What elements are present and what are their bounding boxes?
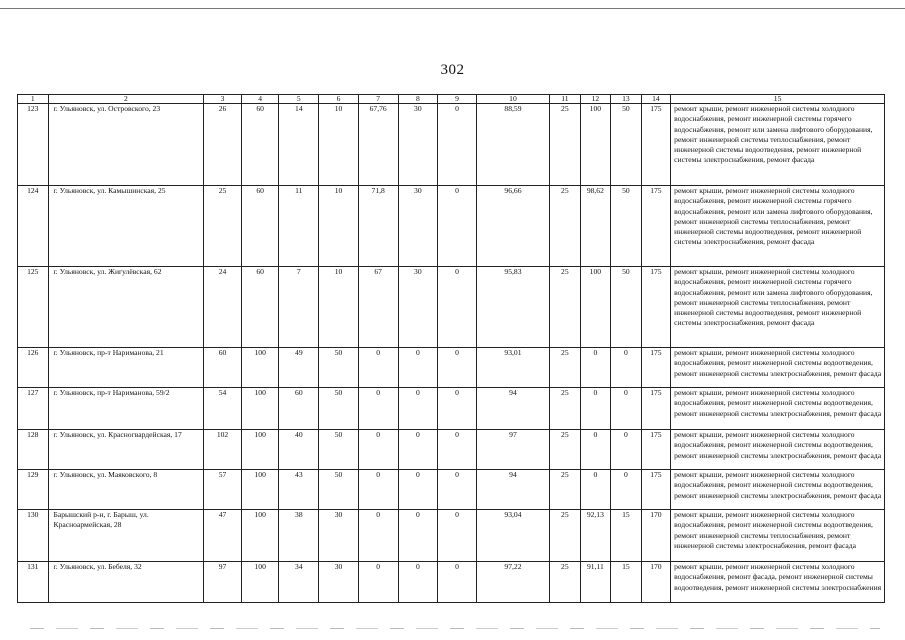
value-cell-5: 49: [279, 348, 319, 388]
value-cell-12: 0: [580, 348, 611, 388]
value-cell-4: 60: [241, 267, 279, 348]
value-cell-11: 25: [550, 186, 581, 267]
value-cell-10: 88,59: [476, 104, 549, 186]
value-cell-14: 170: [641, 510, 671, 562]
value-cell-13: 50: [611, 104, 642, 186]
value-cell-10: 96,66: [476, 186, 549, 267]
value-cell-5: 60: [279, 388, 319, 430]
value-cell-8: 0: [398, 430, 438, 470]
column-header: 13: [611, 95, 642, 104]
value-cell-8: 0: [398, 470, 438, 510]
value-cell-12: 0: [580, 388, 611, 430]
table-row: [18, 470, 885, 510]
value-cell-3: 97: [204, 562, 242, 603]
repair-works-cell: ремонт крыши, ремонт инженерной системы холодного водоснабжения, ремонт инженерной системы горячего водоснабжения, ремонт или замена лифтового оборудования, ремонт инженерной системы теплоснабжения, ремонт инженерной системы водоотведения, ремонт инженерной системы электроснабжения, ремонт фасада: [671, 267, 885, 348]
value-cell-6: 50: [319, 430, 359, 470]
value-cell-8: 0: [398, 348, 438, 388]
value-cell-6: 30: [319, 562, 359, 603]
value-cell-6: 50: [319, 470, 359, 510]
value-cell-8: 0: [398, 510, 438, 562]
address-cell: г. Ульяновск, пр-т Нариманова, 21: [48, 348, 204, 388]
row-number: 131: [18, 562, 49, 603]
value-cell-8: 0: [398, 388, 438, 430]
value-cell-12: 100: [580, 267, 611, 348]
value-cell-3: 102: [204, 430, 242, 470]
row-number: 127: [18, 388, 49, 430]
column-header: 8: [398, 95, 438, 104]
column-header: 1: [18, 95, 49, 104]
repair-works-cell: ремонт крыши, ремонт инженерной системы холодного водоснабжения, ремонт инженерной системы водоотведения, ремонт инженерной системы электроснабжения, ремонт фасада: [671, 470, 885, 510]
value-cell-3: 26: [204, 104, 242, 186]
column-header: 12: [580, 95, 611, 104]
value-cell-13: 0: [611, 430, 642, 470]
address-cell: г. Ульяновск, ул. Бебеля, 32: [48, 562, 204, 603]
value-cell-5: 40: [279, 430, 319, 470]
column-header: 10: [476, 95, 549, 104]
value-cell-6: 30: [319, 510, 359, 562]
page-number: 302: [440, 62, 465, 78]
value-cell-9: 0: [438, 267, 477, 348]
value-cell-4: 100: [241, 430, 279, 470]
repair-works-cell: ремонт крыши, ремонт инженерной системы холодного водоснабжения, ремонт инженерной системы водоотведения, ремонт инженерной системы теплоснабжения, ремонт инженерной системы электроснабжения, ремонт фасада: [671, 510, 885, 562]
repair-works-cell: ремонт крыши, ремонт инженерной системы холодного водоснабжения, ремонт инженерной системы горячего водоснабжения, ремонт или замена лифтового оборудования, ремонт инженерной системы теплоснабжения, ремонт инженерной системы водоотведения, ремонт инженерной системы электроснабжения, ремонт фасада: [671, 104, 885, 186]
value-cell-13: 15: [611, 510, 642, 562]
value-cell-7: 67,76: [358, 104, 398, 186]
value-cell-7: 67: [358, 267, 398, 348]
value-cell-4: 100: [241, 562, 279, 603]
value-cell-3: 57: [204, 470, 242, 510]
value-cell-8: 30: [398, 186, 438, 267]
value-cell-13: 50: [611, 267, 642, 348]
value-cell-4: 100: [241, 348, 279, 388]
address-cell: г. Ульяновск, пр-т Нариманова, 59/2: [48, 388, 204, 430]
value-cell-9: 0: [438, 470, 477, 510]
value-cell-5: 7: [279, 267, 319, 348]
table-row: [18, 388, 885, 430]
value-cell-9: 0: [438, 562, 477, 603]
value-cell-3: 54: [204, 388, 242, 430]
value-cell-11: 25: [550, 430, 581, 470]
value-cell-7: 0: [358, 562, 398, 603]
value-cell-8: 30: [398, 104, 438, 186]
address-cell: г. Ульяновск, ул. Красногвардейская, 17: [48, 430, 204, 470]
value-cell-14: 170: [641, 562, 671, 603]
value-cell-4: 100: [241, 510, 279, 562]
value-cell-10: 94: [476, 470, 549, 510]
value-cell-10: 97,22: [476, 562, 549, 603]
value-cell-9: 0: [438, 510, 477, 562]
value-cell-11: 25: [550, 267, 581, 348]
value-cell-12: 98,62: [580, 186, 611, 267]
column-header: 15: [671, 95, 885, 104]
row-number: 123: [18, 104, 49, 186]
value-cell-7: 0: [358, 430, 398, 470]
row-number: 126: [18, 348, 49, 388]
table-row: [18, 562, 885, 603]
value-cell-9: 0: [438, 186, 477, 267]
repair-works-cell: ремонт крыши, ремонт инженерной системы холодного водоснабжения, ремонт инженерной системы водоотведения, ремонт инженерной системы электроснабжения, ремонт фасада: [671, 348, 885, 388]
value-cell-14: 175: [641, 186, 671, 267]
value-cell-5: 14: [279, 104, 319, 186]
value-cell-3: 24: [204, 267, 242, 348]
value-cell-3: 60: [204, 348, 242, 388]
column-header: 5: [279, 95, 319, 104]
repair-works-cell: ремонт крыши, ремонт инженерной системы холодного водоснабжения, ремонт инженерной системы водоотведения, ремонт инженерной системы электроснабжения, ремонт фасада: [671, 430, 885, 470]
value-cell-11: 25: [550, 104, 581, 186]
value-cell-12: 0: [580, 430, 611, 470]
scan-bottom-edge: [30, 628, 880, 629]
value-cell-5: 38: [279, 510, 319, 562]
value-cell-12: 0: [580, 470, 611, 510]
value-cell-7: 0: [358, 388, 398, 430]
value-cell-6: 10: [319, 267, 359, 348]
value-cell-11: 25: [550, 510, 581, 562]
column-header: 4: [241, 95, 279, 104]
value-cell-7: 0: [358, 470, 398, 510]
value-cell-9: 0: [438, 430, 477, 470]
column-header: 7: [358, 95, 398, 104]
value-cell-12: 92,13: [580, 510, 611, 562]
table-row: [18, 348, 885, 388]
value-cell-13: 0: [611, 470, 642, 510]
address-cell: г. Ульяновск, ул. Жигулёвская, 62: [48, 267, 204, 348]
value-cell-14: 175: [641, 430, 671, 470]
value-cell-14: 175: [641, 267, 671, 348]
value-cell-13: 0: [611, 388, 642, 430]
value-cell-8: 30: [398, 267, 438, 348]
value-cell-4: 60: [241, 104, 279, 186]
value-cell-12: 91,11: [580, 562, 611, 603]
value-cell-11: 25: [550, 388, 581, 430]
value-cell-10: 94: [476, 388, 549, 430]
value-cell-14: 175: [641, 104, 671, 186]
value-cell-9: 0: [438, 104, 477, 186]
row-number: 129: [18, 470, 49, 510]
value-cell-6: 10: [319, 186, 359, 267]
value-cell-10: 93,01: [476, 348, 549, 388]
table-header: [18, 95, 885, 104]
value-cell-7: 0: [358, 510, 398, 562]
value-cell-6: 50: [319, 348, 359, 388]
row-number: 130: [18, 510, 49, 562]
value-cell-10: 95,83: [476, 267, 549, 348]
value-cell-10: 97: [476, 430, 549, 470]
table-row: [18, 430, 885, 470]
value-cell-5: 34: [279, 562, 319, 603]
repair-works-cell: ремонт крыши, ремонт инженерной системы холодного водоснабжения, ремонт фасада, ремонт инженерной системы водоотведения, ремонт инженерной системы электроснабжения: [671, 562, 885, 603]
repair-works-cell: ремонт крыши, ремонт инженерной системы холодного водоснабжения, ремонт инженерной системы водоотведения, ремонт инженерной системы электроснабжения, ремонт фасада: [671, 388, 885, 430]
column-number-row: [18, 95, 885, 104]
value-cell-4: 100: [241, 388, 279, 430]
value-cell-7: 0: [358, 348, 398, 388]
value-cell-13: 0: [611, 348, 642, 388]
value-cell-5: 43: [279, 470, 319, 510]
value-cell-14: 175: [641, 348, 671, 388]
column-header: 9: [438, 95, 477, 104]
value-cell-4: 100: [241, 470, 279, 510]
table-row: [18, 186, 885, 267]
value-cell-7: 71,8: [358, 186, 398, 267]
value-cell-3: 25: [204, 186, 242, 267]
row-number: 124: [18, 186, 49, 267]
value-cell-14: 175: [641, 388, 671, 430]
value-cell-4: 60: [241, 186, 279, 267]
table-row: [18, 510, 885, 562]
address-cell: Барышский р-н, г. Барыш, ул. Красноармейская, 28: [48, 510, 204, 562]
value-cell-6: 50: [319, 388, 359, 430]
row-number: 125: [18, 267, 49, 348]
row-number: 128: [18, 430, 49, 470]
address-cell: г. Ульяновск, ул. Островского, 23: [48, 104, 204, 186]
table-row: [18, 267, 885, 348]
value-cell-6: 10: [319, 104, 359, 186]
table-row: [18, 104, 885, 186]
column-header: 6: [319, 95, 359, 104]
value-cell-3: 47: [204, 510, 242, 562]
value-cell-11: 25: [550, 470, 581, 510]
value-cell-8: 0: [398, 562, 438, 603]
value-cell-11: 25: [550, 562, 581, 603]
value-cell-14: 175: [641, 470, 671, 510]
column-header: 3: [204, 95, 242, 104]
value-cell-11: 25: [550, 348, 581, 388]
column-header: 14: [641, 95, 671, 104]
value-cell-5: 11: [279, 186, 319, 267]
value-cell-13: 15: [611, 562, 642, 603]
scan-top-edge: [0, 8, 905, 9]
repair-works-cell: ремонт крыши, ремонт инженерной системы холодного водоснабжения, ремонт инженерной системы горячего водоснабжения, ремонт или замена лифтового оборудования, ремонт инженерной системы теплоснабжения, ремонт инженерной системы водоотведения, ремонт инженерной системы электроснабжения, ремонт фасада: [671, 186, 885, 267]
address-cell: г. Ульяновск, ул. Маяковского, 8: [48, 470, 204, 510]
value-cell-13: 50: [611, 186, 642, 267]
repair-program-table: [17, 94, 885, 603]
value-cell-9: 0: [438, 348, 477, 388]
address-cell: г. Ульяновск, ул. Камышинская, 25: [48, 186, 204, 267]
table-body: [18, 104, 885, 603]
value-cell-12: 100: [580, 104, 611, 186]
value-cell-10: 93,04: [476, 510, 549, 562]
column-header: 2: [48, 95, 204, 104]
column-header: 11: [550, 95, 581, 104]
value-cell-9: 0: [438, 388, 477, 430]
